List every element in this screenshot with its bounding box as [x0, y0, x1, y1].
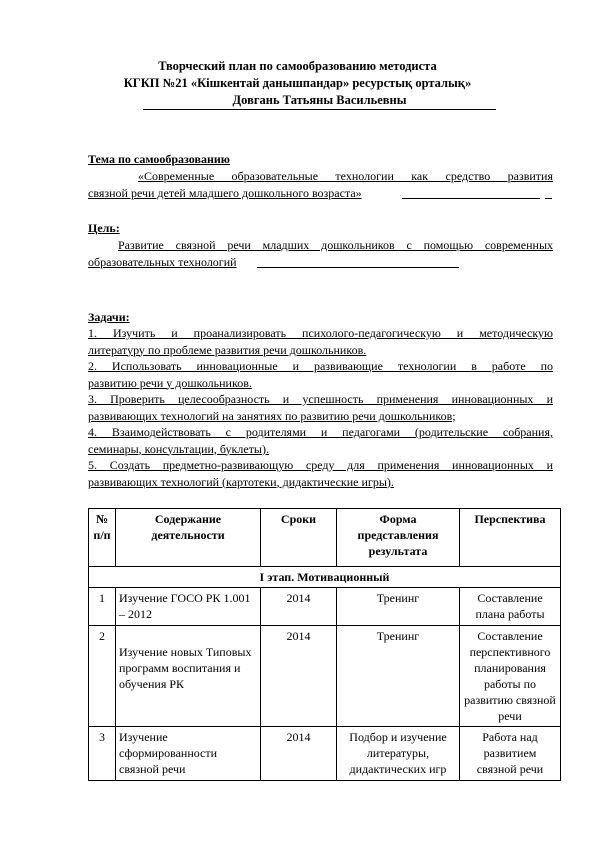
row-num: 1: [89, 588, 116, 626]
tasks-label: Задачи:: [88, 310, 130, 324]
header-form: Форма представления результата: [337, 509, 460, 567]
task-item: [88, 358, 553, 391]
task-line: развивающих технологий (картотеки, дидактические игры).: [88, 474, 394, 489]
row-form: Тренинг: [337, 626, 460, 727]
row-content: Изучение сформированности связной речи: [116, 727, 261, 781]
task-line: 4. Взаимодействовать с родителями и педагогами (родительские собрания,: [88, 425, 553, 439]
row-term: 2014: [261, 727, 337, 781]
task-line: 1. Изучить и проанализировать психолого-педагогическую и методическую: [88, 326, 553, 340]
theme-underline: [402, 198, 540, 199]
task-line: 5. Создать предметно-развивающую среду для применения инновационных и: [88, 458, 553, 472]
row-perspective: Работа над развитием связной речи: [460, 727, 561, 781]
goal-line-1: Развитие связной речи младших дошкольников с помощью современных: [118, 238, 553, 252]
title-line-2: КГКП №21 «Кішкентай данышпандар» ресурстық орталық»: [123, 76, 472, 90]
task-line: развитию речи у дошкольников.: [88, 375, 252, 390]
row-form: Подбор и изучение литературы, дидактических игр: [337, 727, 460, 781]
title-line-1: Творческий план по самообразованию методиста: [158, 59, 437, 73]
goal-label: Цель:: [88, 221, 120, 235]
stage-row: [89, 567, 561, 588]
table-row: [89, 727, 561, 781]
stage-title: I этап. Мотивационный: [89, 567, 561, 588]
tasks-list: [88, 325, 553, 490]
row-term: 2014: [261, 626, 337, 727]
goal-underline: [257, 267, 459, 268]
task-line: семинары, консультации, буклеты).: [88, 441, 269, 456]
task-item: [88, 391, 553, 424]
goal-line-2: образовательных технологий: [88, 255, 237, 269]
task-item: [88, 457, 553, 490]
task-line: 3. Проверить целесообразность и успешность применения инновационных и: [88, 392, 553, 406]
title-line-3: Довгань Татьяны Васильевны: [143, 92, 496, 110]
task-item: [88, 325, 553, 358]
theme-line-1: «Современные образовательные технологии как средство развития: [138, 169, 553, 183]
row-num: 2: [89, 626, 116, 727]
row-num: 3: [89, 727, 116, 781]
header-content: Содержание деятельности: [116, 509, 261, 567]
plan-table: [88, 508, 561, 781]
task-line: развивающих технологий на занятиях по развитию речи дошкольников;: [88, 408, 456, 423]
table-row: [89, 626, 561, 727]
row-perspective: Составление перспективного планирования работы по развитию связной речи: [460, 626, 561, 727]
task-line: 2. Использовать инновационные и развивающие технологии в работе по: [88, 359, 553, 373]
table-row: [89, 588, 561, 626]
header-num: № п/п: [89, 509, 116, 567]
theme-label: Тема по самообразованию: [88, 152, 230, 166]
task-item: [88, 424, 553, 457]
theme-line-2: связной речи детей младшего дошкольного возраста»: [88, 186, 362, 200]
row-content: Изучение ГОСО РК 1.001 – 2012: [116, 588, 261, 626]
row-content: Изучение новых Типовых программ воспитания и обучения РК: [116, 626, 261, 727]
row-form: Тренинг: [337, 588, 460, 626]
row-perspective: Составление плана работы: [460, 588, 561, 626]
header-perspective: Перспектива: [460, 509, 561, 567]
theme-underline-end: [545, 198, 552, 199]
table-header-row: [89, 509, 561, 567]
task-line: литературу по проблеме развития речи дошкольников.: [88, 342, 367, 357]
header-term: Сроки: [261, 509, 337, 567]
row-term: 2014: [261, 588, 337, 626]
